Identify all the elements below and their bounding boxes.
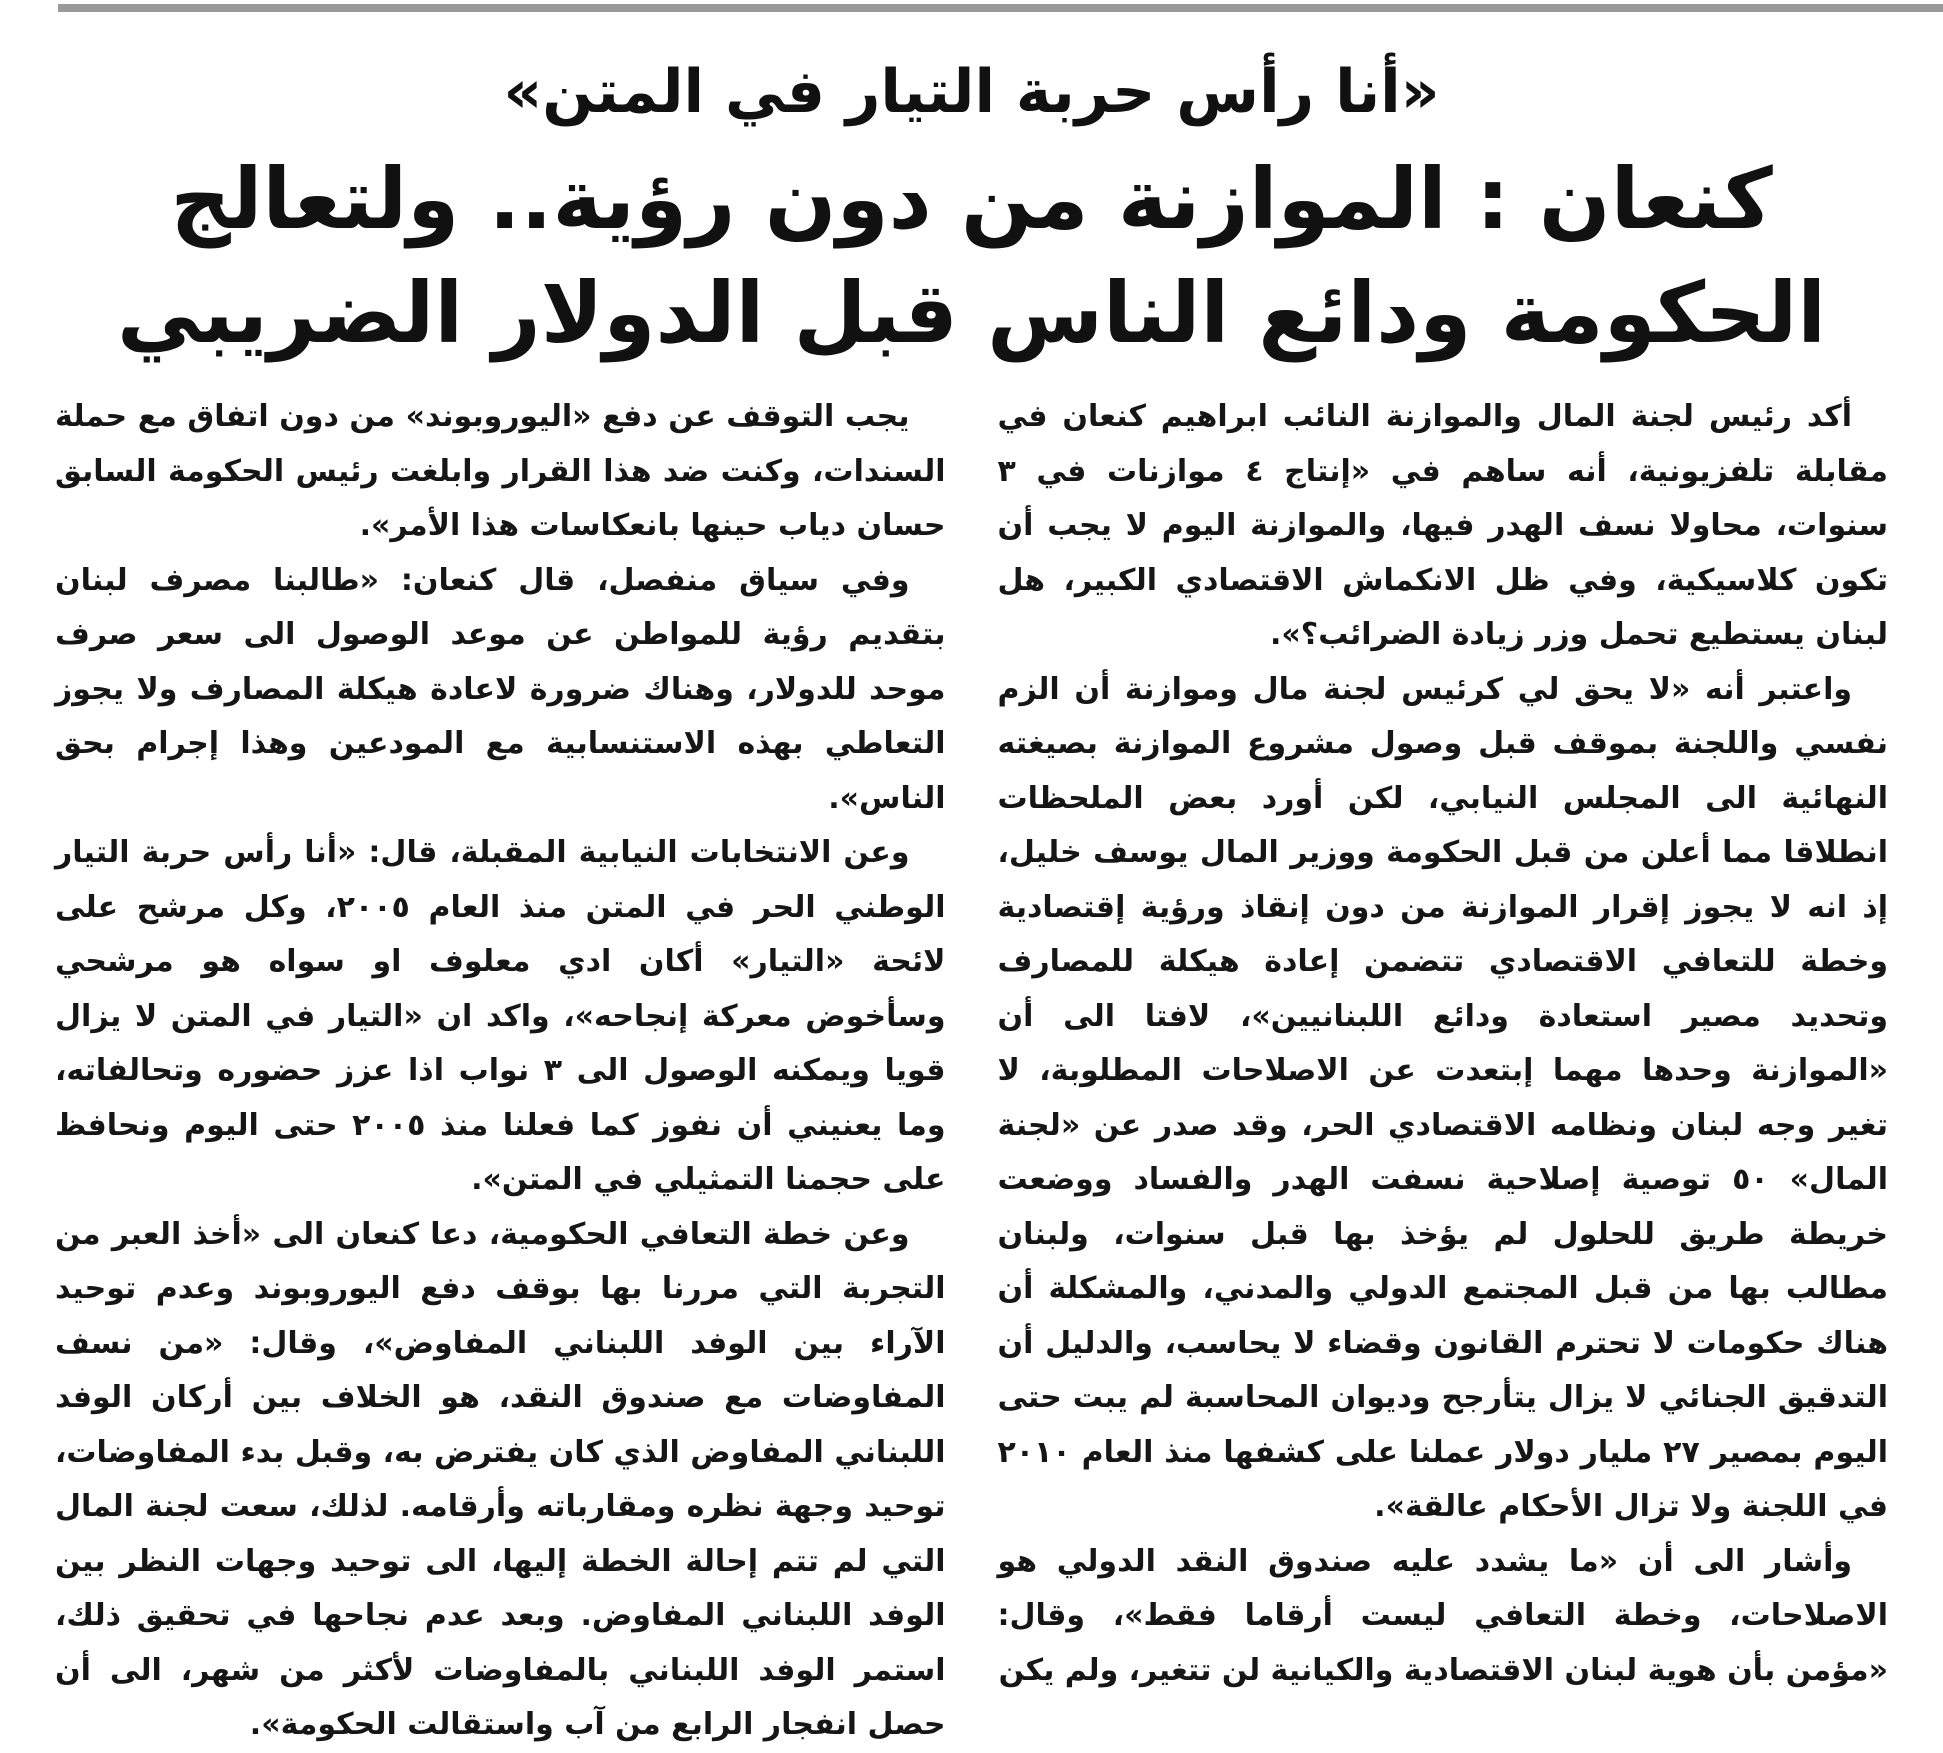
article-body [55, 390, 1889, 1742]
article-headline: كنعان : الموازنة من دون رؤية.. ولتعالج الحكومة ودائع الناس قبل الدولار الضريبي [116, 150, 1827, 362]
top-rule [58, 4, 1943, 12]
article-kicker: «أنا رأس حربة التيار في المتن» [503, 57, 1440, 127]
right-paragraph-2: واعتبر أنه «لا يحق لي كرئيس لجنة مال وموازنة أن الزم نفسي واللجنة بموقف قبل وصول مشروع الموازنة بصيغته النهائية الى المجلس النيابي، لكن أورد بعض الملحظات انطلاقا مما أعلن من قبل الحكومة ووزير المال يوسف خليل، إذ انه لا يجوز إقرار الموازنة من دون إنقاذ ورؤية إقتصادية وخطة للتعافي الاقتصادي تتضمن إعادة هيكلة للمصارف وتحديد مصير استعادة ودائع اللبنانيين»، لافتا الى أن «الموازنة وحدها مهما إبتعدت عن الاصلاحات المطلوبة، لا تغير وجه لبنان ونظامه الاقتصادي الحر، وقد صدر عن «لجنة المال» ٥٠ توصية إصلاحية نسفت الهدر والفساد ووضعت خريطة طريق للحلول لم يؤخذ بها قبل سنوات، ولبنان مطالب بها من قبل المجتمع الدولي والمدني، والمشكلة أن هناك حكومات لا تحترم القانون وقضاء لا يحاسب، والدليل أن التدقيق الجنائي لا يزال يتأرجح وديوان المحاسبة لم يبت حتى اليوم بمصير ٢٧ مليار دولار عملنا على كشفها منذ العام ٢٠١٠ في اللجنة ولا تزال الأحكام عالقة». [997, 671, 1889, 1524]
left-paragraph-2: وفي سياق منفصل، قال كنعان: «طالبنا مصرف لبنان بتقديم رؤية للمواطن عن موعد الوصول الى سعر صرف موحد للدولار، وهناك ضرورة لاعادة هيكلة المصارف ولا يجوز التعاطي بهذه الاستنسابية مع المودعين وهذا إجرام بحق الناس». [55, 562, 946, 816]
left-column [55, 390, 946, 1742]
headline-block [60, 50, 1883, 370]
left-paragraph-4: وعن خطة التعافي الحكومية، دعا كنعان الى «أخذ العبر من التجربة التي مررنا بها بوقف دفع اليوروبوند وعدم توحيد الآراء بين الوفد اللبناني المفاوض»، وقال: «من نسف المفاوضات مع صندوق النقد، هو الخلاف بين أركان الوفد اللبناني المفاوض الذي كان يفترض به، وقبل بدء المفاوضات، توحيد وجهة نظره ومقارباته وأرقامه. لذلك، سعت لجنة المال التي لم تتم إحالة الخطة إليها، الى توحيد وجهات النظر بين الوفد اللبناني المفاوض. وبعد عدم نجاحها في تحقيق ذلك، استمر الوفد اللبناني بالمفاوضات لأكثر من شهر، الى أن حصل انفجار الرابع من آب واستقالت الحكومة». [55, 1216, 946, 1742]
left-paragraph-3: وعن الانتخابات النيابية المقبلة، قال: «أنا رأس حربة التيار الوطني الحر في المتن منذ العام ٢٠٠٥، وكل مرشح على لائحة «التيار» أكان ادي معلوف او سواه هو مرشحي وسأخوض معركة إنجاحه»، واكد ان «التيار في المتن لا يزال قويا ويمكنه الوصول الى ٣ نواب اذا عزز حضوره وتحالفاته، وما يعنيني أن نفوز كما فعلنا منذ ٢٠٠٥ حتى اليوم ونحافظ على حجمنا التمثيلي في المتن». [55, 835, 946, 1197]
right-column [997, 390, 1889, 1688]
right-paragraph-1: أكد رئيس لجنة المال والموازنة النائب ابراهيم كنعان في مقابلة تلفزيونية، أنه ساهم في «إنتاج ٤ موازنات في ٣ سنوات، محاولا نسف الهدر فيها، والموازنة اليوم لا يجب أن تكون كلاسيكية، وفي ظل الانكماش الاقتصادي الكبير، هل لبنان يستطيع تحمل وزر زيادة الضرائب؟». [997, 399, 1888, 652]
left-paragraph-1: يجب التوقف عن دفع «اليوروبوند» من دون اتفاق مع حملة السندات، وكنت ضد هذا القرار وابلغت رئيس الحكومة السابق حسان دياب حينها بانعكاسات هذا الأمر». [55, 399, 946, 543]
right-paragraph-3: وأشار الى أن «ما يشدد عليه صندوق النقد الدولي هو الاصلاحات، وخطة التعافي ليست أرقاما فقط»، وقال: «مؤمن بأن هوية لبنان الاقتصادية والكيانية لن تتغير، ولم يكن [997, 1543, 1888, 1688]
